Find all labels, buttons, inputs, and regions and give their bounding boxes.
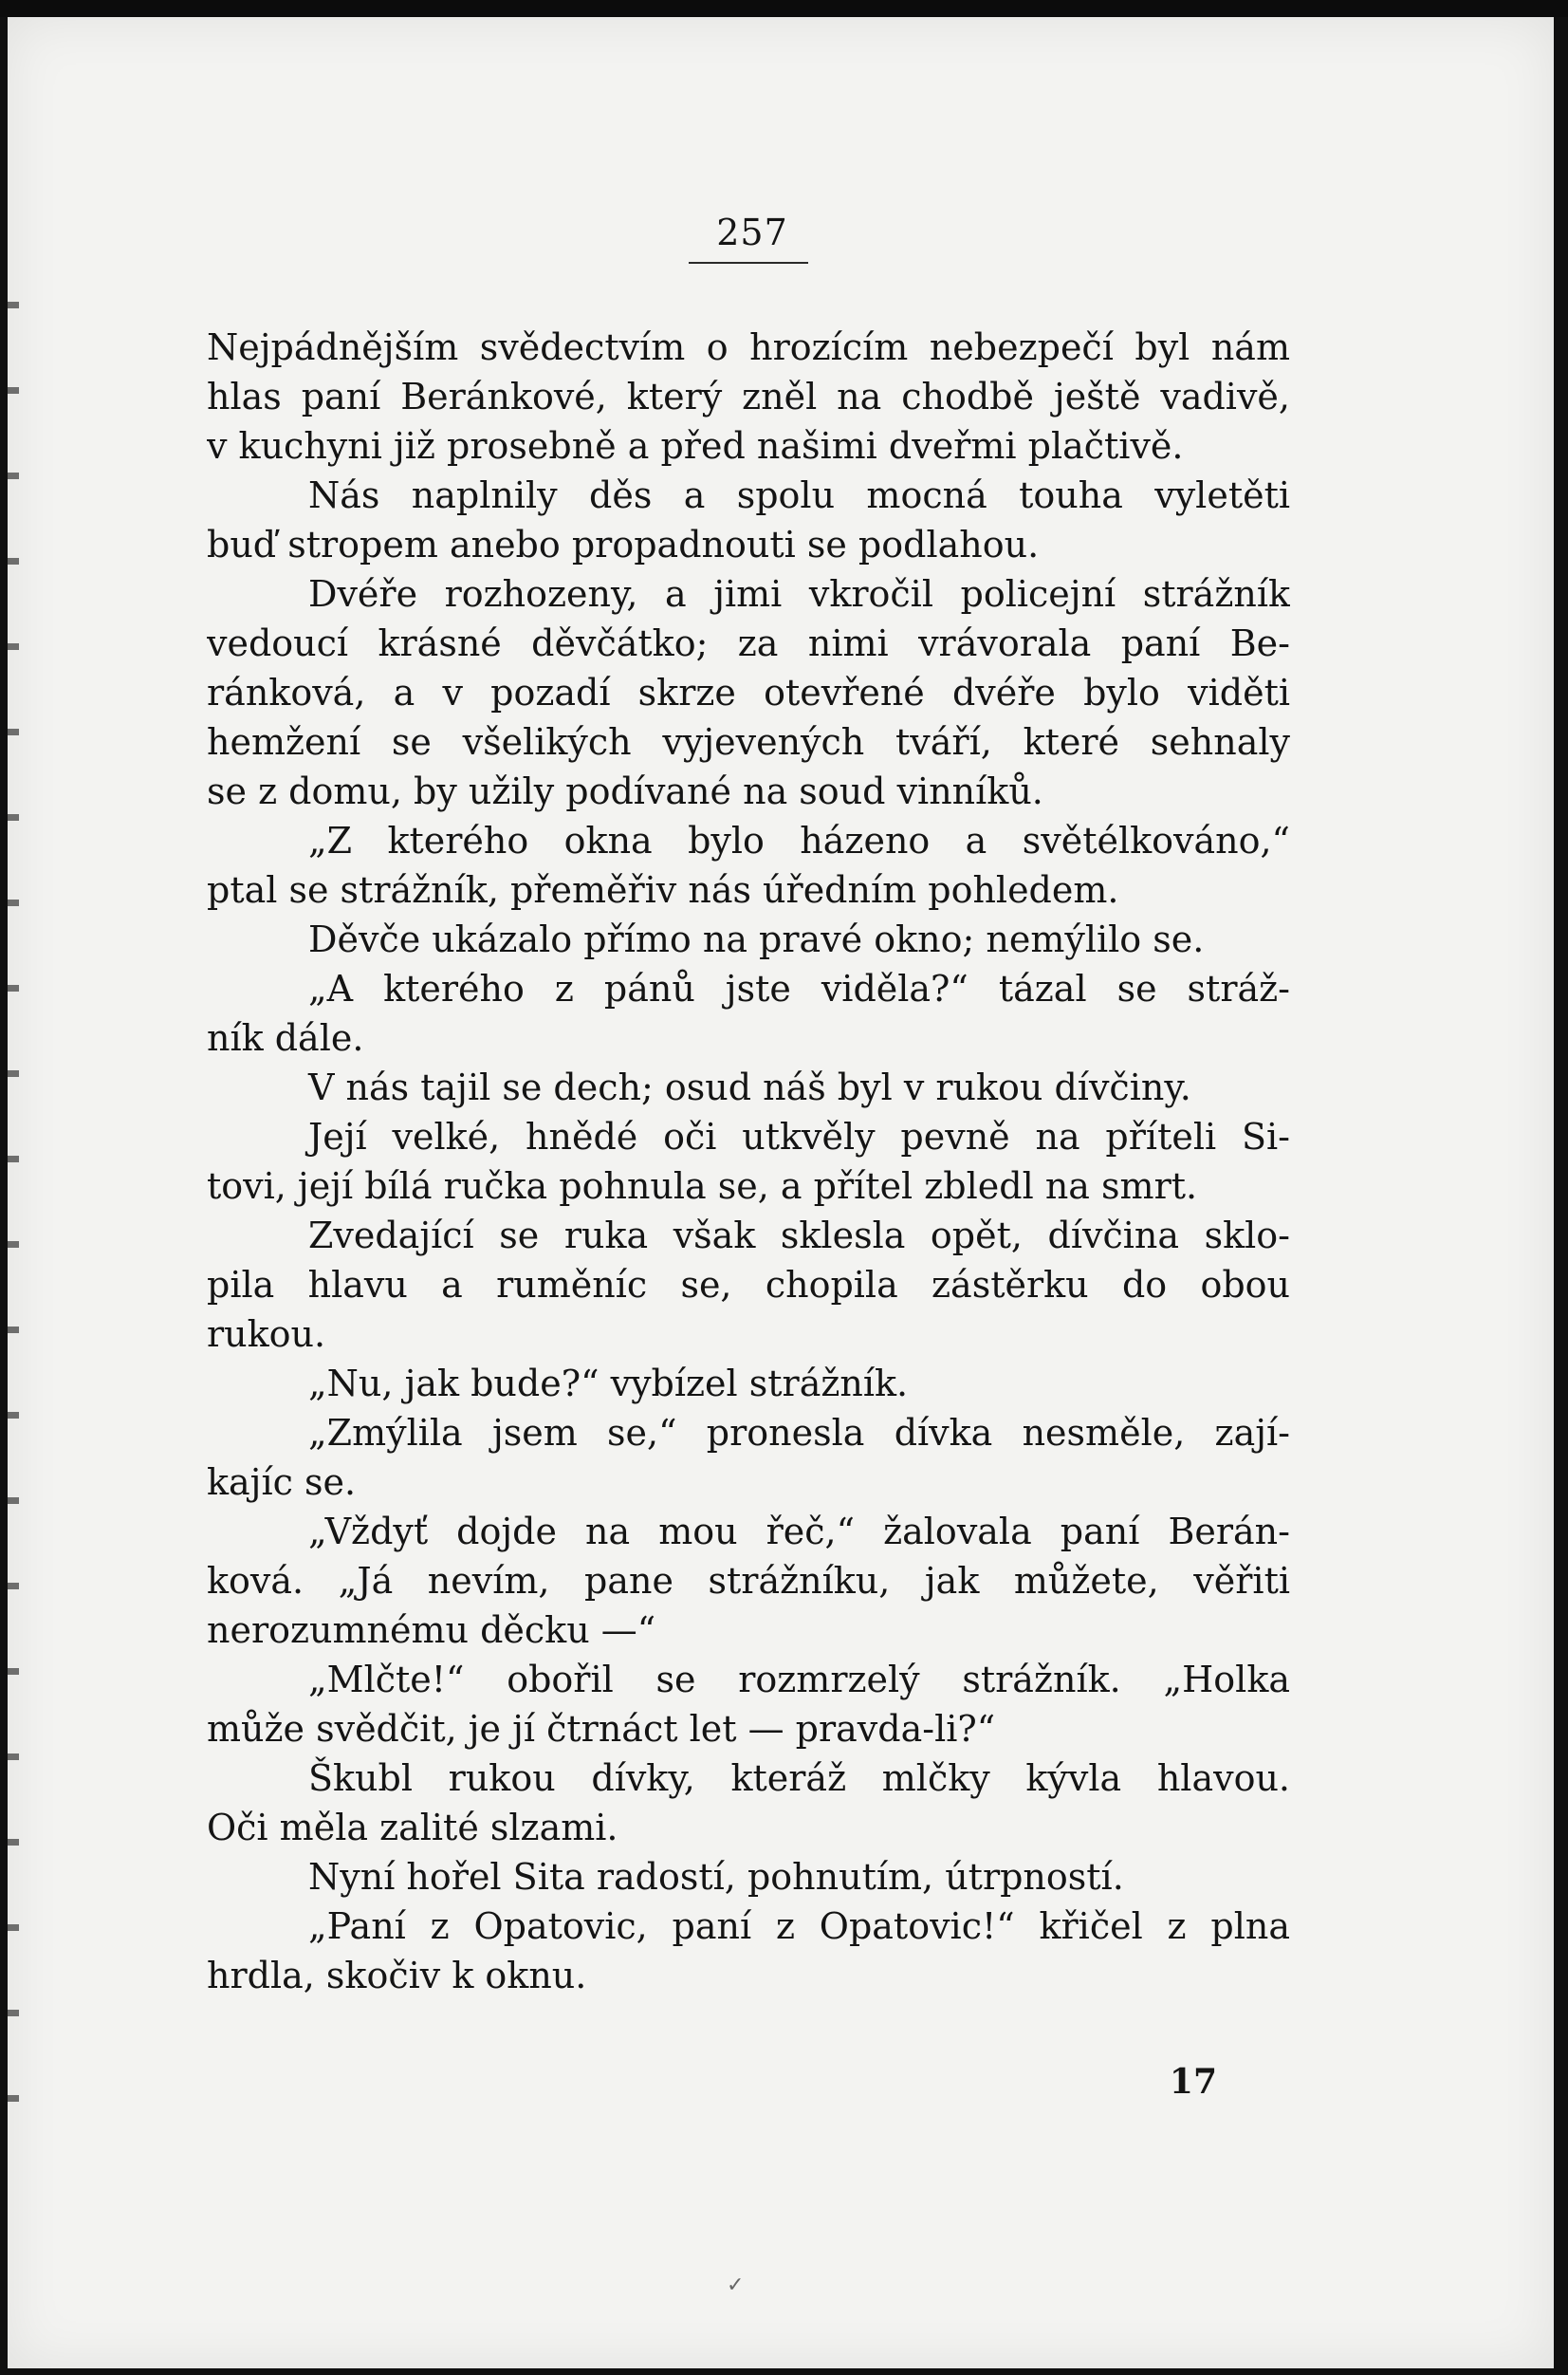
tick-mark: ✓ [727,2273,745,2297]
scan-left-edge [8,302,19,2105]
text-line: tovi, její bílá ručka pohnula se, a přítel zbledl na smrt. [207,1165,1198,1207]
text-line: Zvedající se ruka však sklesla opět, dívčina sklo- [308,1215,1290,1256]
text-line: kajíc se. [207,1461,357,1503]
text-line: hlas paní Beránkové, který zněl na chodbě ještě vadivě, [207,376,1290,417]
text-line: nerozumnému děcku —“ [207,1609,656,1651]
text-line: ník dále. [207,1017,364,1059]
body-text [207,323,1290,2000]
text-line: Nás naplnily děs a spolu mocná touha vyletěti [308,474,1290,516]
text-line: buď stropem anebo propadnouti se podlahou. [207,524,1040,566]
text-line: hemžení se všelikých vyjevených tváří, které sehnaly [207,721,1290,763]
text-line: ptal se strážník, přeměřiv nás úředním pohledem. [207,869,1119,911]
text-line: Oči měla zalité slzami. [207,1807,618,1848]
text-line: Nyní hořel Sita radostí, pohnutím, útrpností. [308,1856,1124,1898]
text-line: „Paní z Opatovic, paní z Opatovic!“ křičel z plna [308,1905,1290,1947]
text-line: „A kterého z pánů jste viděla?“ tázal se stráž- [308,968,1290,1010]
text-line: Její velké, hnědé oči utkvěly pevně na příteli Si- [308,1116,1290,1158]
text-line: Děvče ukázalo přímo na pravé okno; nemýlilo se. [308,918,1205,960]
text-line: Škubl rukou dívky, kteráž mlčky kývla hlavou. [308,1757,1290,1799]
text-line: V nás tajil se dech; osud náš byl v rukou dívčiny. [308,1067,1191,1108]
text-line: „Vždyť dojde na mou řeč,“ žalovala paní Berán- [308,1511,1290,1552]
text-line: vedoucí krásné děvčátko; za nimi vrávorala paní Be- [207,622,1290,664]
text-line: „Nu, jak bude?“ vybízel strážník. [308,1363,909,1404]
text-line: v kuchyni již prosebně a před našimi dveřmi plačtivě. [207,425,1184,467]
text-line: „Mlčte!“ obořil se rozmrzelý strážník. „Holka [308,1659,1290,1700]
text-line: rukou. [207,1313,326,1355]
text-line: „Zmýlila jsem se,“ pronesla dívka nesměle, zají- [308,1412,1290,1454]
signature-mark: 17 [1169,2062,1217,2102]
text-line: Dvéře rozhozeny, a jimi vkročil policejní strážník [308,573,1290,615]
text-line: pila hlavu a ruměníc se, chopila zástěrku do obou [207,1264,1290,1306]
text-line: se z domu, by užily podívané na soud vinníků. [207,770,1043,812]
scan-top-edge [0,0,1568,17]
text-line: „Z kterého okna bylo házeno a světélkováno,“ [308,820,1290,862]
text-line: Nejpádnějším svědectvím o hrozícím nebezpečí byl nám [207,326,1290,368]
text-line: ková. „Já nevím, pane strážníku, jak můžete, věřiti [207,1560,1290,1602]
book-page [8,17,1554,2368]
text-line: může svědčit, je jí čtrnáct let — pravda-li?“ [207,1708,996,1750]
text-line: hrdla, skočiv k oknu. [207,1955,587,1996]
page-number-rule [689,262,808,264]
page-number: 257 [716,212,788,253]
text-line: ránková, a v pozadí skrze otevřené dvéře bylo viděti [207,672,1290,714]
